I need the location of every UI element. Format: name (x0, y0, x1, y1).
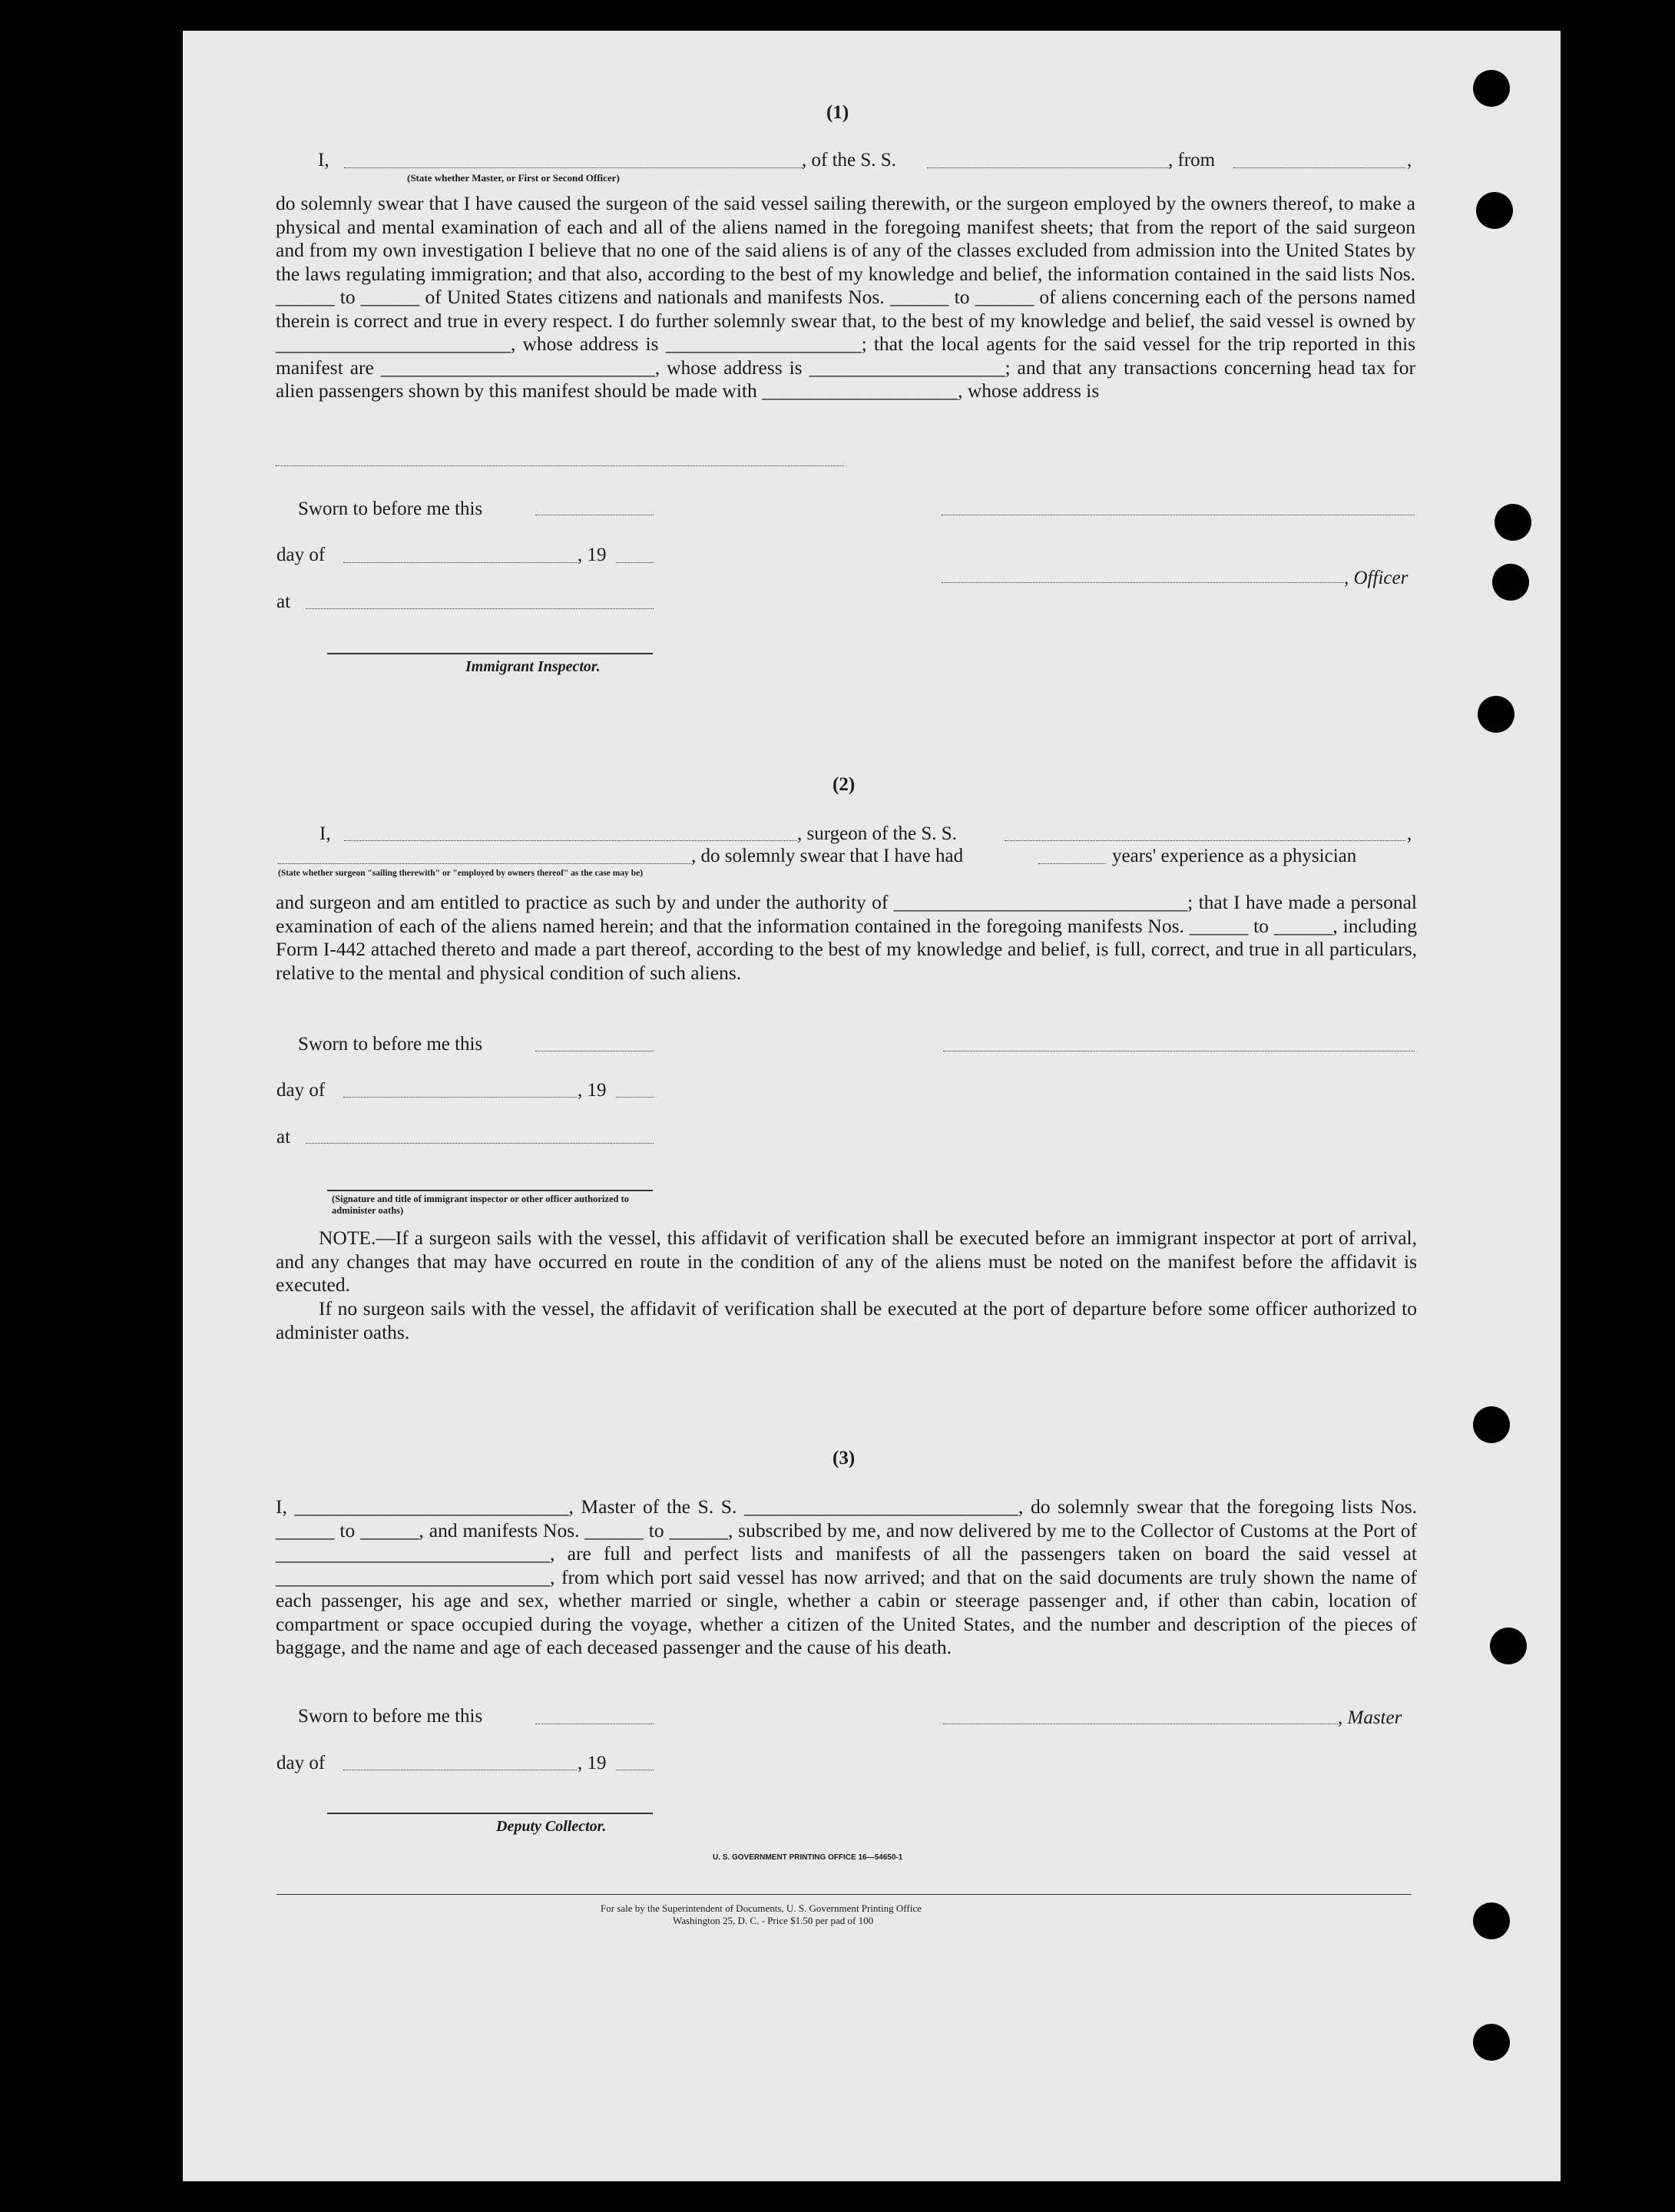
punch-hole (1473, 1406, 1510, 1443)
section1-sworn-label: Sworn to before me this (298, 498, 483, 519)
section2-ship-field[interactable] (1005, 840, 1405, 841)
section2-at-label: at (276, 1127, 291, 1147)
section2-ship-label: , surgeon of the S. S. (797, 823, 957, 844)
section2-capacity-caption: (State whether surgeon "sailing therewith" or "employed by owners thereof" as the case may be) (278, 869, 644, 878)
sale-notice-line1: For sale by the Superintendent of Documents, U. S. Government Printing Office (601, 1902, 922, 1914)
section1-from-label: , from (1168, 150, 1216, 171)
section1-day-of-label: day of (276, 545, 326, 565)
punch-hole (1473, 1902, 1510, 1939)
punch-hole (1495, 504, 1531, 541)
section1-officer-field[interactable] (344, 167, 803, 168)
punch-hole (1478, 696, 1514, 733)
section1-officer-title-field[interactable] (942, 582, 1344, 583)
punch-hole (1476, 192, 1513, 229)
section3-deputy-label: Deputy Collector. (496, 1818, 607, 1835)
section1-agent-address-field[interactable] (276, 465, 844, 466)
section2-capacity-field[interactable] (278, 863, 691, 864)
section2-oath-paragraph: and surgeon and am entitled to practice as such by and under the authority of ______________________________; that I have made a personal examination of each of the aliens named herein; and that the information contained in the foregoing manifests Nos. ______ to ______, including Form I-442 attached thereto and made a part thereof, according to the best of my knowledge and belief, is full, correct, and true in all particulars, relative to the mental and physical condition of such aliens. (276, 891, 1417, 984)
section2-inspector-signature-line[interactable] (327, 1190, 653, 1191)
section3-oath-paragraph: I, ____________________________, Master of the S. S. ____________________________, do solemnly swear that the foregoing lists Nos. ______ to ______, and manifests Nos. ______ to ______, subscribed by me, and now delivered by me to the Collector of Customs at the Port of ____________________________, are full and perfect lists and manifests of all the passengers taken on board the said vessel at ____________________________, from which port said vessel has now arrived; and that on the said documents are truly shown the name of each passenger, his age and sex, whether married or single, whether a cabin or steerage passenger and, if other than cabin, location of compartment or space occupied during the voyage, whether a citizen of the United States, and the number and description of the pieces of baggage, and the name and age of each deceased passenger and the cause of his death. (276, 1495, 1417, 1658)
section3-collector-signature-line[interactable] (327, 1813, 653, 1814)
section1-ship-field[interactable] (927, 167, 1171, 168)
section2-surgeon-name-field[interactable] (344, 840, 797, 841)
section2-year-label: , 19 (578, 1080, 607, 1101)
section2-years-label: years' experience as a physician (1112, 846, 1357, 866)
section2-day-of-label: day of (276, 1080, 326, 1101)
section1-year-label: , 19 (578, 545, 607, 565)
section2-years-field[interactable] (1038, 863, 1106, 864)
section1-oath-paragraph: do solemnly swear that I have caused the surgeon of the said vessel sailing therewith, or the surgeon employed by the owners thereof, to make a physical and mental examination of each and all of the aliens named in the foregoing manifest sheets; that from the report of the said surgeon and from my own investigation I believe that no one of the said aliens is of any of the classes excluded from admission into the United States by the laws regulating immigration; and that also, according to the best of my knowledge and belief, the information contained in the said lists Nos. ______ to ______ of United States citizens and nationals and manifests Nos. ______ to ______ of aliens concerning each of the persons named therein is correct and true in every respect. I do further solemnly swear that, to the best of my knowledge and belief, the said vessel is owned by ________________________, whose address is ____________________; that the local agents for the said vessel for the trip reported in this manifest are ____________________________, whose address is ____________________; and that any transactions concerning head tax for alien passengers shown by this manifest should be made with ____________________, whose address is (276, 192, 1415, 402)
section2-number: (2) (833, 774, 856, 795)
section2-note-surgeon-sails: NOTE.—If a surgeon sails with the vessel, this affidavit of verification shall be executed before an immigrant inspector at port of arrival, and any changes that may have occurred en route in the condition of any of the aliens must be noted on the manifest before the affidavit is executed. (276, 1227, 1417, 1296)
section2-sworn-label: Sworn to before me this (298, 1034, 483, 1055)
section2-year-field[interactable] (616, 1097, 654, 1098)
section2-note-no-surgeon: If no surgeon sails with the vessel, the affidavit of verification shall be executed at the port of departure before some officer authorized to administer oaths. (276, 1297, 1417, 1343)
section3-sworn-label: Sworn to before me this (298, 1706, 483, 1727)
punch-hole (1490, 1628, 1527, 1664)
section2-i-label: I, (319, 823, 331, 844)
printing-office-imprint: U. S. GOVERNMENT PRINTING OFFICE 16—54650-1 (713, 1853, 903, 1862)
section1-day-field[interactable] (343, 562, 577, 563)
punch-hole (1473, 2024, 1510, 2061)
section1-at-field[interactable] (306, 608, 654, 609)
section1-officer-label: , Officer (1344, 568, 1409, 588)
section1-number: (1) (826, 102, 849, 123)
punch-hole (1492, 564, 1529, 601)
section3-day-of-label: day of (276, 1753, 326, 1773)
section3-year-label: , 19 (578, 1753, 607, 1773)
section1-inspector-signature-line[interactable] (327, 653, 653, 654)
section1-inspector-label: Immigrant Inspector. (465, 658, 601, 675)
section2-comma: , (1407, 823, 1412, 844)
section1-comma: , (1407, 150, 1412, 171)
section1-from-field[interactable] (1233, 167, 1405, 168)
footer-rule (276, 1894, 1412, 1895)
section2-day-field[interactable] (343, 1097, 577, 1098)
sale-notice-line2: Washington 25, D. C. - Price $1.50 per pad of 100 (673, 1915, 874, 1926)
section1-at-label: at (276, 591, 291, 612)
section1-year-field[interactable] (616, 562, 654, 563)
section2-swear-label: , do solemnly swear that I have had (691, 846, 964, 866)
section2-at-field[interactable] (306, 1143, 654, 1144)
section2-signature-caption: (Signature and title of immigrant inspector or other officer authorized to administer oaths) (332, 1194, 629, 1216)
section1-officer-caption: (State whether Master, or First or Second Officer) (407, 172, 620, 184)
section1-i-label: I, (318, 150, 329, 171)
section3-number: (3) (833, 1448, 856, 1469)
section1-ship-label: , of the S. S. (802, 150, 896, 171)
section3-master-label: , Master (1338, 1707, 1402, 1728)
punch-hole (1473, 70, 1510, 107)
